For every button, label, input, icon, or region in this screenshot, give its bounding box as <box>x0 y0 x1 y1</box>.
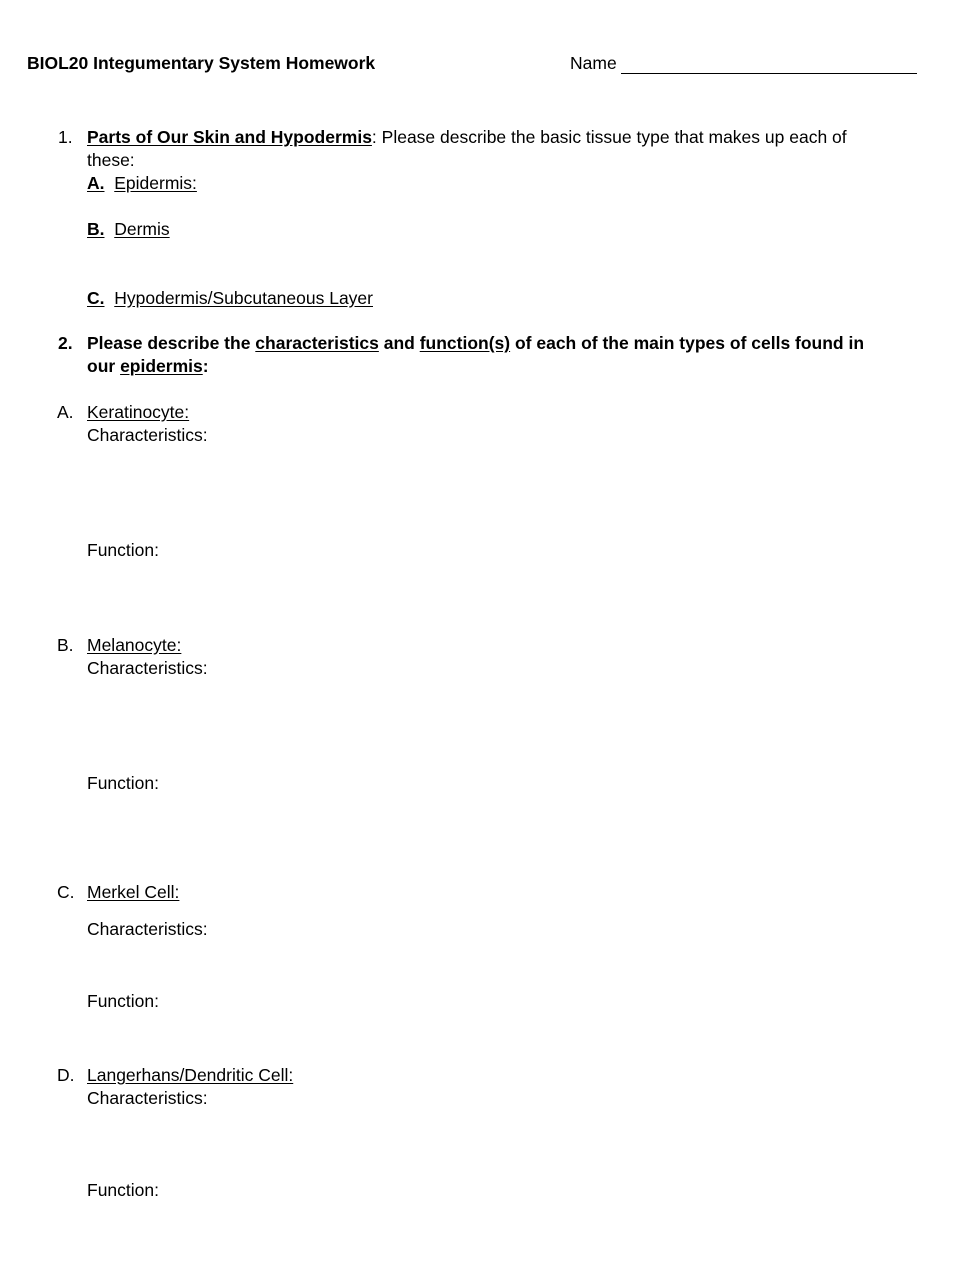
function-label: Function: <box>87 773 159 793</box>
cell-letter: D. <box>57 1065 75 1085</box>
name-field-line[interactable] <box>621 73 917 74</box>
cell-label-keratinocyte: Keratinocyte: <box>87 402 190 422</box>
cell-label-langerhans: Langerhans/Dendritic Cell: <box>87 1065 294 1085</box>
characteristics-label: Characteristics: <box>87 658 208 678</box>
q1-item-label: Dermis <box>114 219 170 239</box>
q1-heading-suffix: : Please describe the basic tissue type that makes up each of <box>371 127 847 147</box>
name-label: Name <box>570 53 617 73</box>
q1-item-label: Hypodermis/Subcutaneous Layer <box>114 288 373 308</box>
q2-text: and <box>378 333 420 353</box>
q1-item-letter: C. <box>87 288 105 308</box>
function-label: Function: <box>87 1180 159 1200</box>
characteristics-label: Characteristics: <box>87 919 208 939</box>
q2-heading-line1 <box>87 332 864 355</box>
q1-item-letter: B. <box>87 219 105 239</box>
cell-letter: C. <box>57 882 75 902</box>
q2-text: of each of the main types of cells found in <box>510 333 865 353</box>
q2-function-term: function(s) <box>419 333 511 353</box>
document-title: BIOL20 Integumentary System Homework <box>27 53 376 73</box>
q2-text: : <box>202 356 209 376</box>
q1-item-epidermis <box>87 172 197 195</box>
q2-characteristics-term: characteristics <box>255 333 379 353</box>
cell-letter: B. <box>57 635 74 655</box>
characteristics-label: Characteristics: <box>87 425 208 445</box>
cell-letter: A. <box>57 402 74 422</box>
function-label: Function: <box>87 540 159 560</box>
q2-heading-line2 <box>87 355 209 378</box>
q1-number: 1. <box>58 127 73 147</box>
q1-item-hypodermis <box>87 287 373 310</box>
q1-heading: Parts of Our Skin and Hypodermis <box>87 127 372 147</box>
q2-epidermis-term: epidermis <box>120 356 203 376</box>
cell-label-melanocyte: Melanocyte: <box>87 635 182 655</box>
characteristics-label: Characteristics: <box>87 1088 208 1108</box>
q2-text: Please describe the <box>87 333 256 353</box>
q1-item-label: Epidermis: <box>114 173 197 193</box>
q1-heading-line2: these: <box>87 150 135 170</box>
function-label: Function: <box>87 991 159 1011</box>
cell-label-merkel: Merkel Cell: <box>87 882 180 902</box>
q1-item-letter: A. <box>87 173 105 193</box>
q2-number: 2. <box>58 333 73 353</box>
q2-text: our <box>87 356 121 376</box>
q1-item-dermis <box>87 218 170 241</box>
q1-heading-line <box>87 126 847 149</box>
